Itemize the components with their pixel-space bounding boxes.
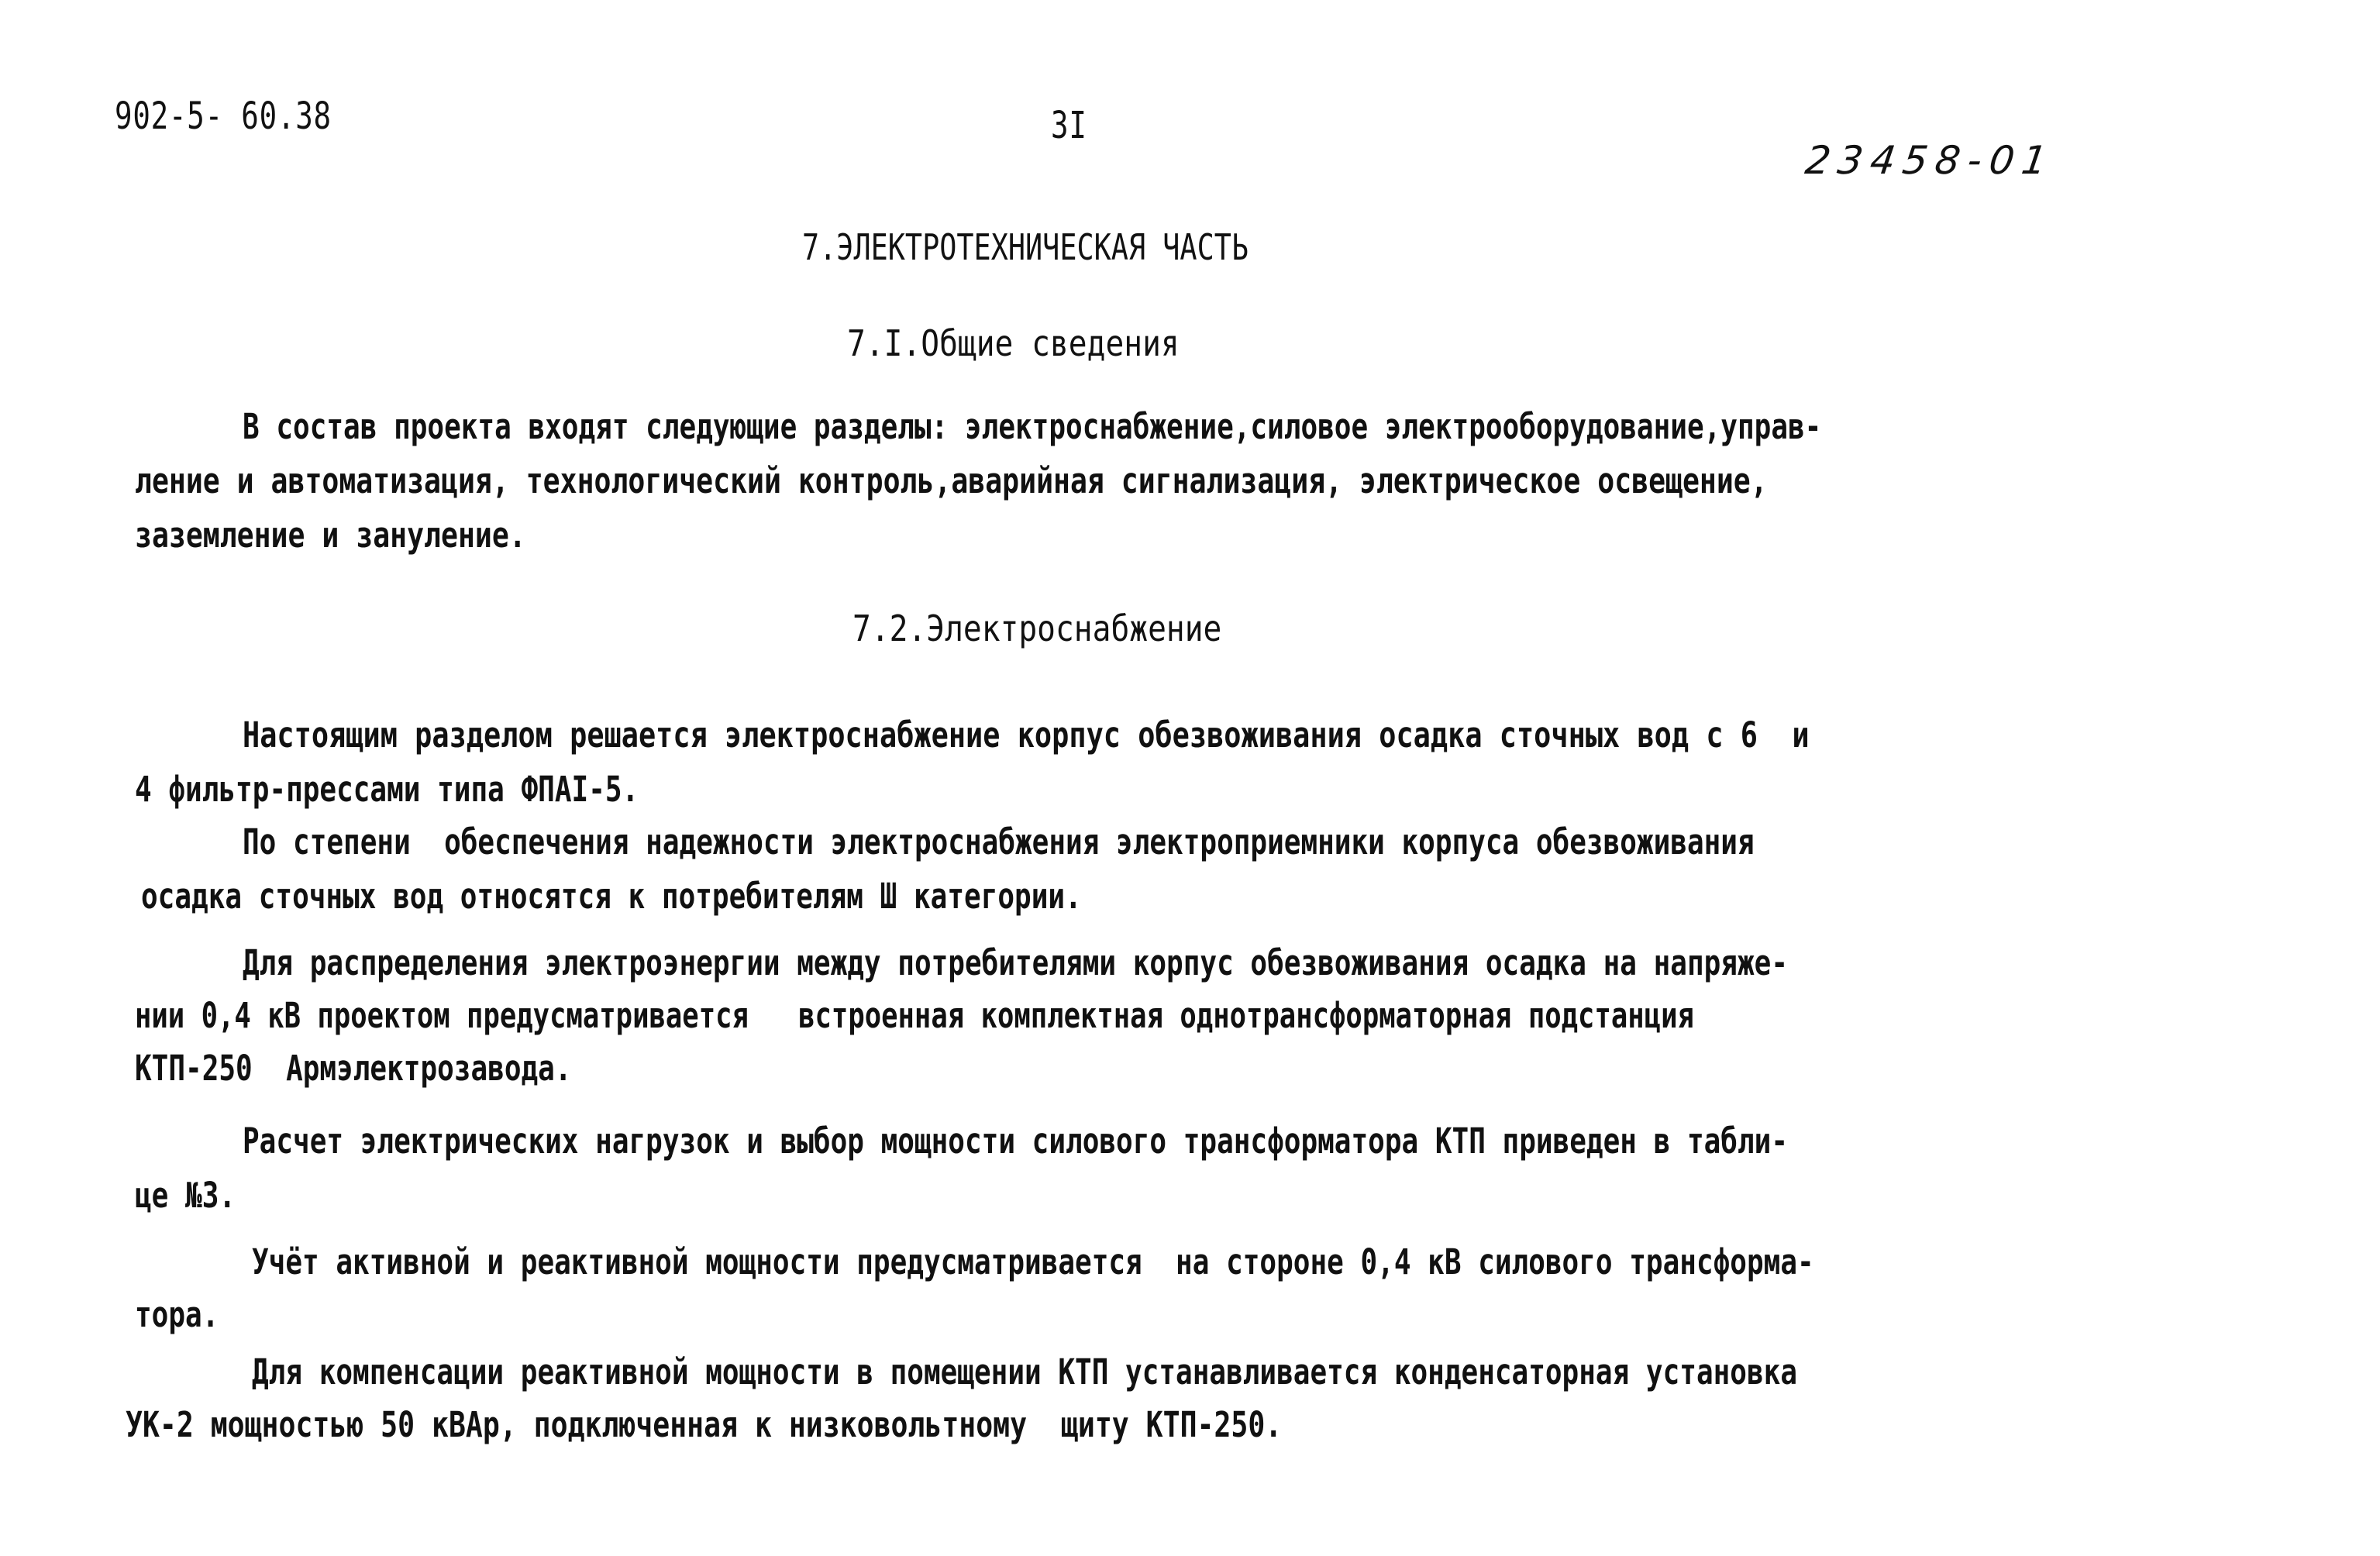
paragraph-line: це №3. [135, 1175, 236, 1216]
paragraph-line: Настоящим разделом решается электроснабжение корпус обезвоживания осадка сточных вод с 6 и [243, 714, 1810, 756]
paragraph-line: Для компенсации реактивной мощности в помещении КТП устанавливается конденсаторная установка [252, 1351, 1797, 1392]
paragraph-line: нии 0,4 кВ проектом предусматривается встроенная комплектная однотрансформаторная подстанция [135, 995, 1694, 1036]
handwritten-stamp-number: 23458-01 [1802, 138, 2058, 183]
subsection-heading-power-supply: 7.2.Электроснабжение [852, 608, 1222, 649]
paragraph-line: УК-2 мощностью 50 кВАр, подключенная к низковольтному щиту КТП-250. [126, 1404, 1283, 1445]
paragraph-line: Для распределения электроэнергии между потребителями корпус обезвоживания осадка на напряже- [243, 942, 1788, 983]
paragraph-line: Учёт активной и реактивной мощности предусматривается на стороне 0,4 кВ силового трансформа- [252, 1241, 1814, 1282]
document-code: 902-5- 60.38 [115, 95, 332, 138]
subsection-heading-general: 7.I.Общие сведения [847, 322, 1180, 364]
paragraph-line: Расчет электрических нагрузок и выбор мощности силового трансформатора КТП приведен в табли- [243, 1121, 1788, 1162]
paragraph-line: осадка сточных вод относятся к потребителям Ш категории. [141, 876, 1082, 917]
page-number: 3I [1051, 104, 1087, 147]
paragraph-line: В состав проекта входят следующие разделы: электроснабжение,силовое электрооборудование,управ- [243, 406, 1822, 447]
paragraph-line: заземление и зануление. [135, 515, 526, 556]
paragraph-line: КТП-250 Армэлектрозавода. [135, 1048, 572, 1089]
paragraph-line: По степени обеспечения надежности электроснабжения электроприемники корпуса обезвоживания [243, 821, 1755, 862]
paragraph-line: тора. [135, 1294, 219, 1335]
section-title: 7.ЭЛЕКТРОТЕХНИЧЕСКАЯ ЧАСТЬ [802, 226, 1249, 268]
paragraph-line: 4 фильтр-прессами типа ФПАI-5. [135, 769, 639, 810]
paragraph-line: ление и автоматизация, технологический контроль,аварийная сигнализация, электрическое освещение, [135, 460, 1768, 501]
